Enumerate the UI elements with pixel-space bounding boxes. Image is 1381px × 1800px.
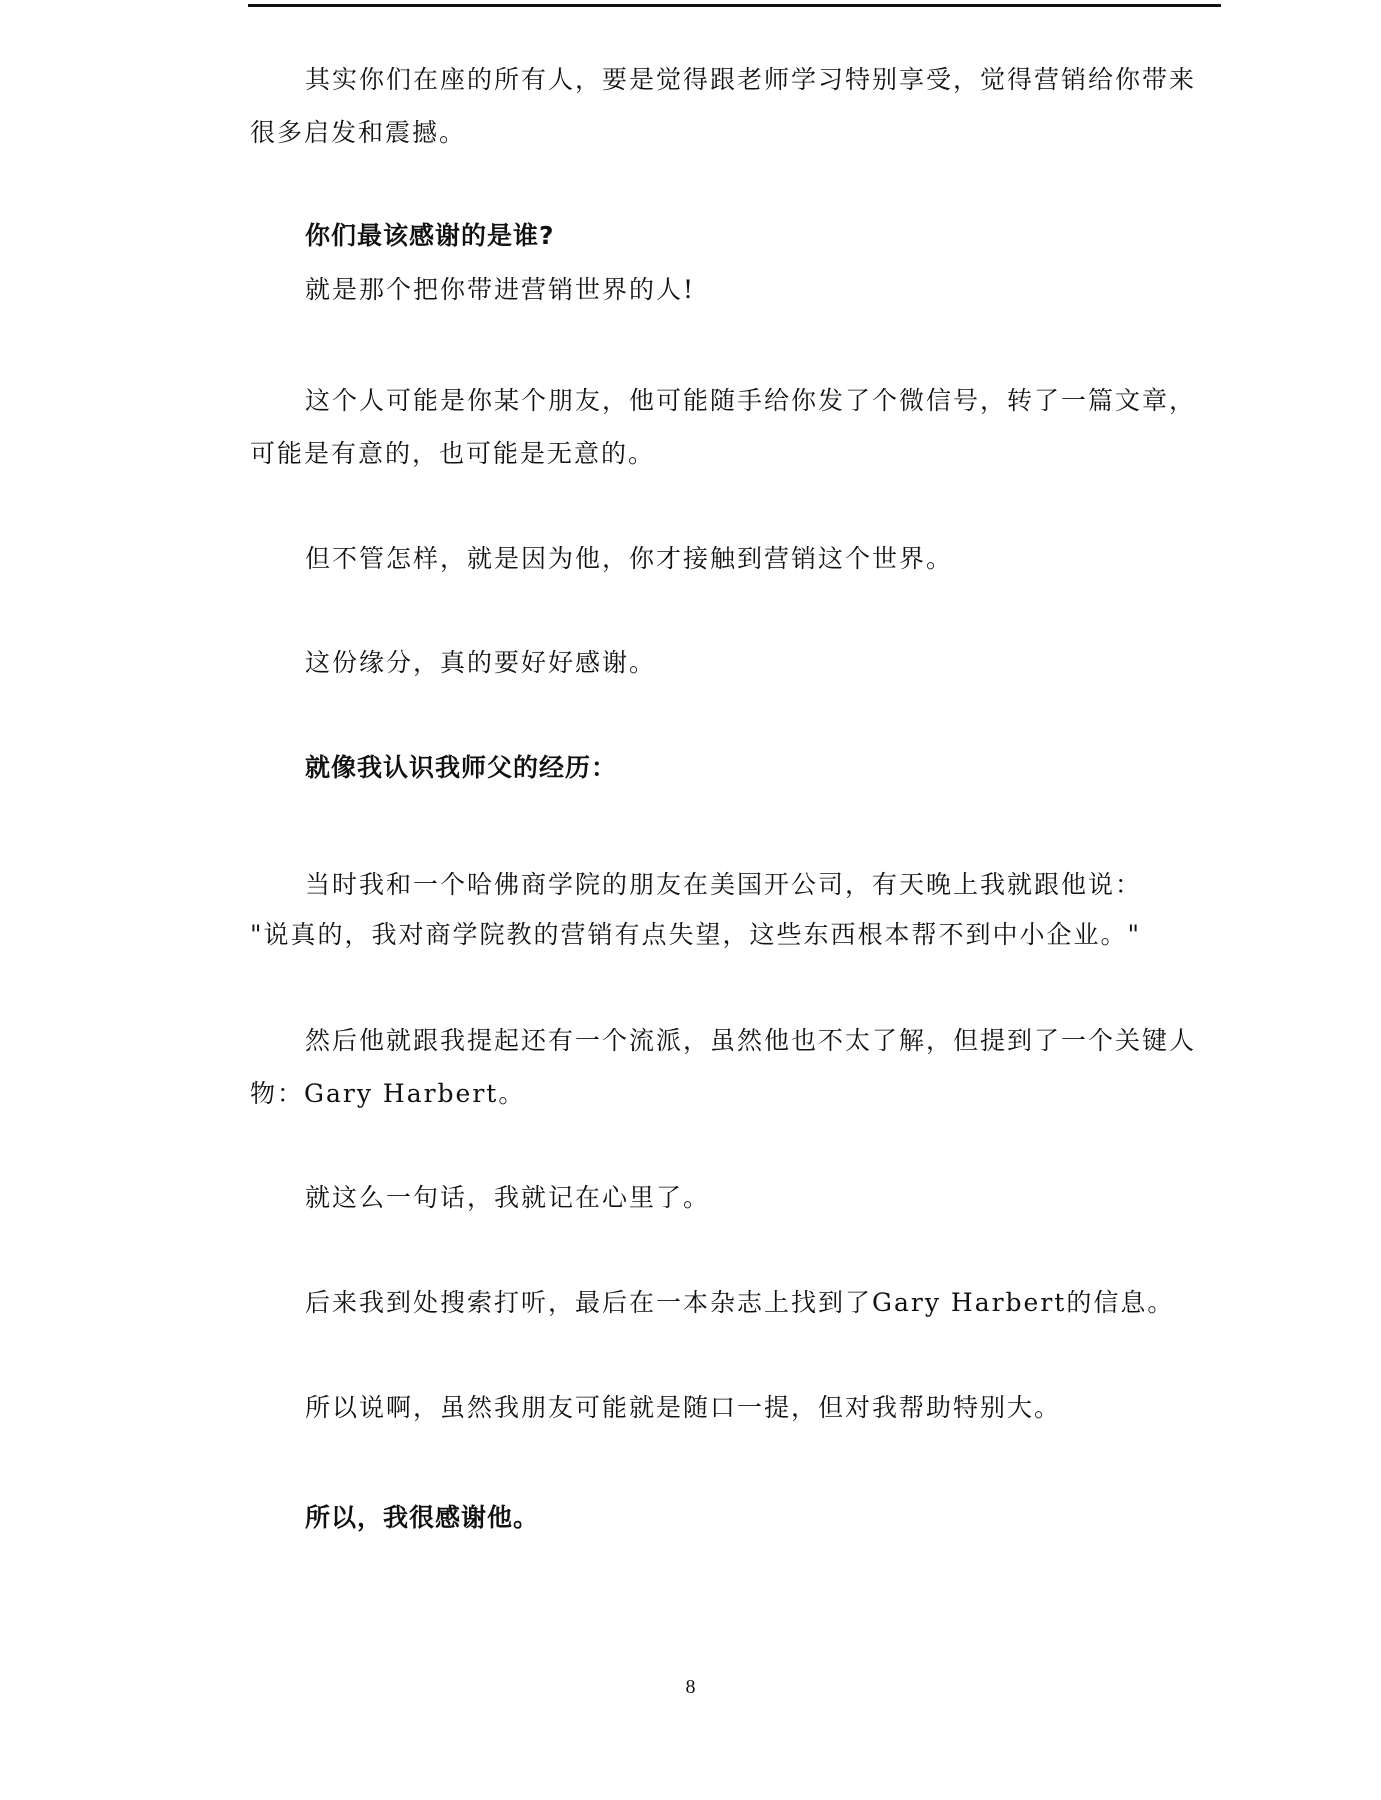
bold-heading: 所以，我很感谢他。 <box>305 1503 540 1532</box>
paragraph-line: 这份缘分，真的要好好感谢。 <box>305 648 657 677</box>
paragraph-line: 当时我和一个哈佛商学院的朋友在美国开公司，有天晚上我就跟他说： <box>305 870 1143 899</box>
paragraph-line: 很多启发和震撼。 <box>250 118 467 147</box>
paragraph-line: 但不管怎样，就是因为他，你才接触到营销这个世界。 <box>305 544 954 573</box>
paragraph-line: 可能是有意的，也可能是无意的。 <box>250 439 656 468</box>
paragraph-line: 后来我到处搜索打听，最后在一本杂志上找到了Gary Harbert的信息。 <box>305 1288 1175 1317</box>
page-number: 8 <box>685 1676 696 1698</box>
paragraph-line: 就这么一句话，我就记在心里了。 <box>305 1183 711 1212</box>
paragraph-line: 所以说啊，虽然我朋友可能就是随口一提，但对我帮助特别大。 <box>305 1393 1062 1422</box>
bold-heading: 你们最该感谢的是谁? <box>305 221 555 250</box>
paragraph-line: 其实你们在座的所有人，要是觉得跟老师学习特别享受，觉得营销给你带来 <box>305 65 1197 94</box>
bold-heading: 就像我认识我师父的经历： <box>305 753 618 782</box>
paragraph-line: 就是那个把你带进营销世界的人! <box>305 275 696 304</box>
header-rule <box>248 4 1221 7</box>
paragraph-line: 物：Gary Harbert。 <box>250 1079 526 1108</box>
paragraph-line: 然后他就跟我提起还有一个流派，虽然他也不太了解，但提到了一个关键人 <box>305 1026 1197 1055</box>
paragraph-line: 这个人可能是你某个朋友，他可能随手给你发了个微信号，转了一篇文章， <box>305 386 1197 415</box>
paragraph-line: "说真的，我对商学院教的营销有点失望，这些东西根本帮不到中小企业。" <box>250 920 1142 949</box>
